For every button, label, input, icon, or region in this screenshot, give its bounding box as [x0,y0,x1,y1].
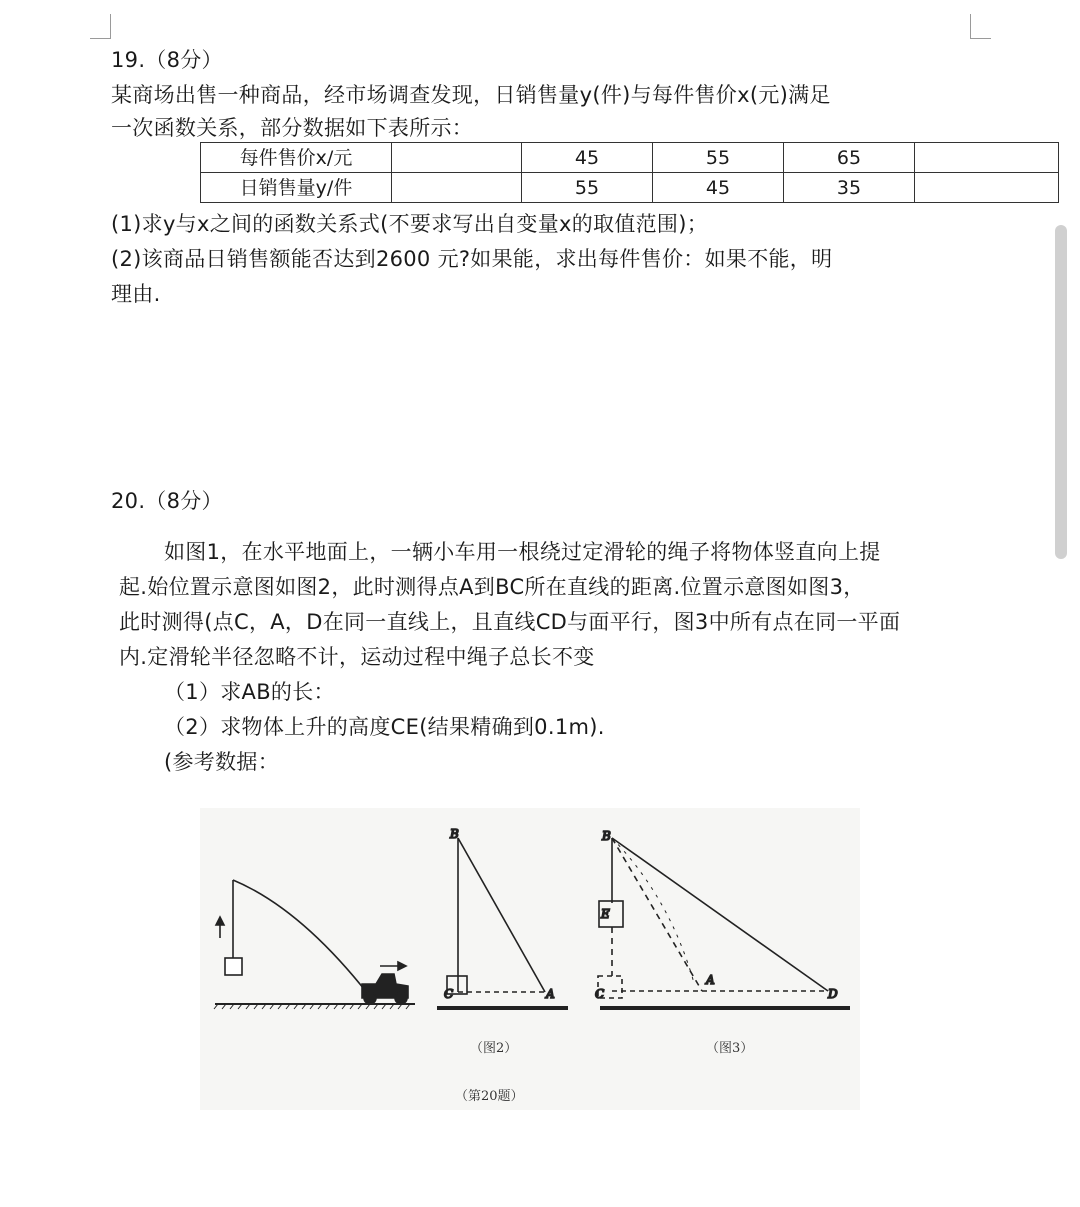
table-row-header: 每件售价x/元 [201,143,392,173]
q20-part2: （2）求物体上升的高度CE(结果精确到0.1m). [164,715,605,739]
table-cell [915,143,1059,173]
figure3-label-E: E [601,907,610,921]
q19-text-line1: 某商场出售一种商品，经市场调查发现，日销售量y(件)与每件售价x(元)满足 [111,83,831,107]
figure2-label-A: A [546,987,555,1001]
figure1-right-arrow-head [398,962,406,970]
q20-figure [200,808,860,1110]
q19-part2-line1: (2)该商品日销售额能否达到2600 元?如果能，求出每件售价：如果不能，明 [111,247,833,271]
q19-text-line2: 一次函数关系，部分数据如下表所示： [111,116,474,140]
q20-figure-drawing [200,808,860,1110]
figure2-diagram [437,827,568,1008]
figure3-line-BD [612,838,828,991]
table-row-sales [201,173,1059,203]
table-cell [915,173,1059,203]
q19-part1: (1)求y与x之间的函数关系式(不要求写出自变量x的取值范围)； [111,212,709,236]
q20-paragraph-line2: 起.始位置示意图如图2，此时测得点A到BC所在直线的距离.位置示意图如图3， [119,575,865,599]
figure1-up-arrow-head [216,917,224,925]
q19-part2-line2: 理由. [111,282,161,306]
figure3-caption: （图3） [706,1041,754,1056]
table-cell: 55 [522,173,653,203]
table-cell: 65 [784,143,915,173]
figure-main-caption: （第20题） [455,1089,524,1104]
table-cell [392,173,522,203]
q20-paragraph-line4: 内.定滑轮半径忽略不计，运动过程中绳子总长不变 [119,645,595,669]
figure2-caption: （图2） [470,1041,518,1056]
figure3-label-B: B [602,829,611,843]
figure1-truck-wheel-rear [364,992,376,1004]
q20-reference-data: (参考数据： [164,750,279,774]
figure3-diagram [595,829,850,1008]
table-cell: 55 [653,143,784,173]
figure2-line-BA [458,838,545,992]
figure1-scene [214,880,415,1009]
q19-heading: 19.（8分） [111,48,223,72]
figure2-label-B: B [450,827,459,841]
figure1-object-box [225,958,242,975]
table-row-header: 日销售量y/件 [201,173,392,203]
figure1-truck-wheel-front [395,992,407,1004]
figure3-label-A: A [706,973,715,987]
page-corner-top-left [90,14,111,39]
figure2-label-C: C [444,987,454,1001]
q20-paragraph-line3: 此时测得(点C，A，D在同一直线上，且直线CD与面平行，图3中所有点在同一平面 [119,610,901,634]
vertical-scrollbar[interactable] [1055,225,1067,559]
table-cell: 35 [784,173,915,203]
figure1-rope-to-truck [233,880,368,994]
figure3-label-D: D [828,987,838,1001]
table-cell [392,143,522,173]
q20-paragraph-line1: 如图1，在水平地面上，一辆小车用一根绕过定滑轮的绳子将物体竖直向上提 [164,540,881,564]
page-corner-top-right [970,14,991,39]
figure3-dashed-BA [612,838,702,991]
table-row-price [201,143,1059,173]
q19-data-table [200,142,1059,203]
figure3-label-C: C [595,987,605,1001]
table-cell: 45 [653,173,784,203]
table-cell: 45 [522,143,653,173]
q20-heading: 20.（8分） [111,489,223,513]
q20-part1: （1）求AB的长： [164,680,335,704]
